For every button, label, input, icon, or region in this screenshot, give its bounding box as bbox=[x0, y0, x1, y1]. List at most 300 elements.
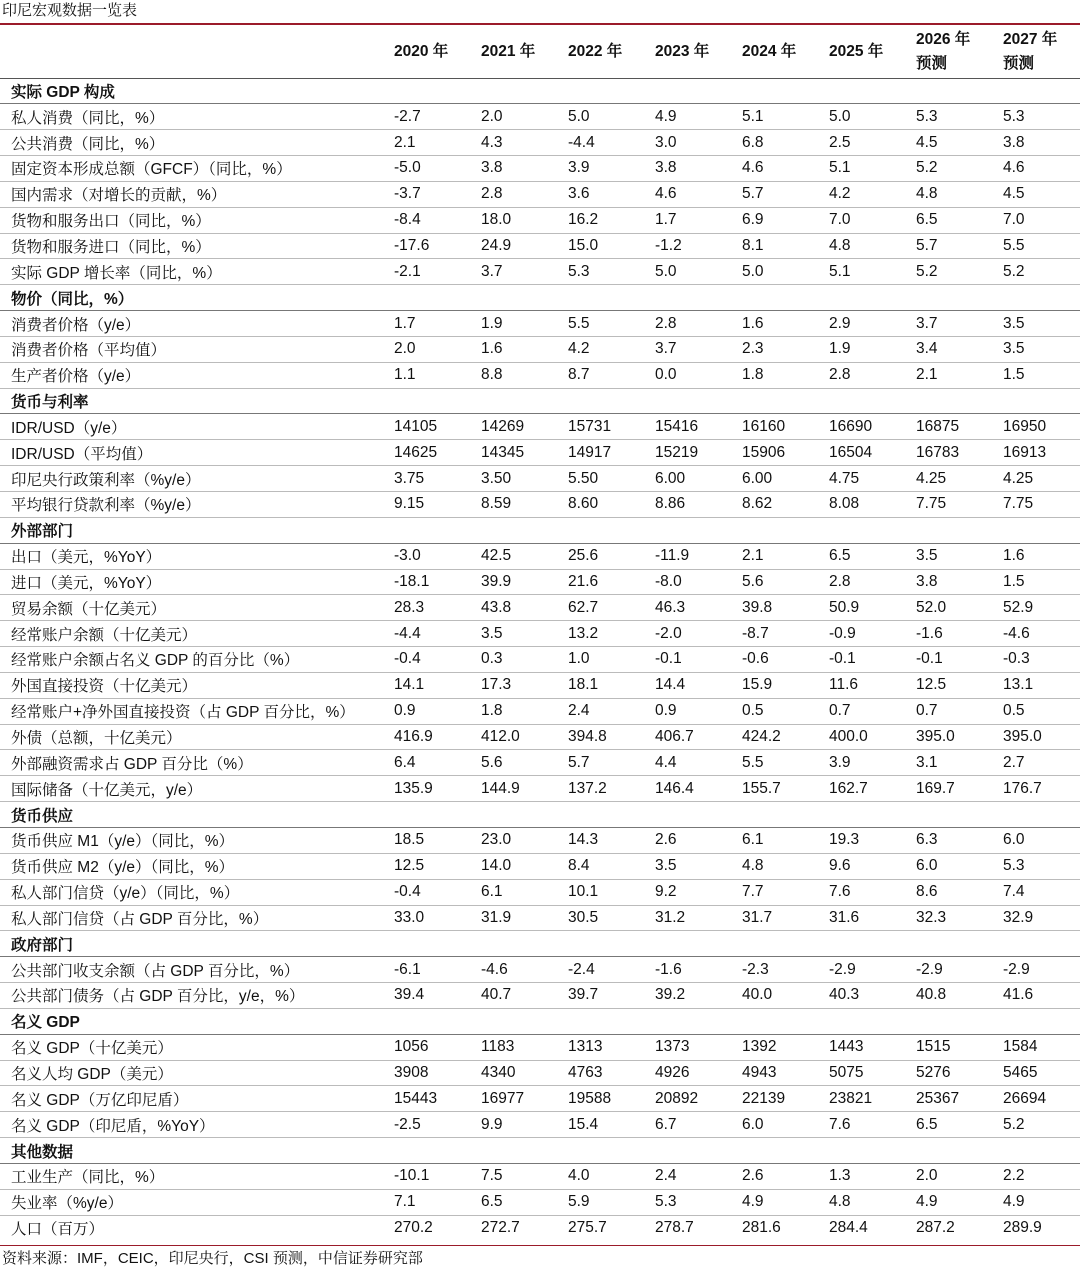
value-cell: 3.7 bbox=[916, 311, 1003, 337]
value-cell: 1.5 bbox=[1003, 569, 1080, 595]
value-cell: 14.3 bbox=[568, 827, 655, 853]
value-cell: 3.5 bbox=[1003, 336, 1080, 362]
value-cell: 1392 bbox=[742, 1034, 829, 1060]
value-cell: -4.6 bbox=[1003, 621, 1080, 647]
forecast-label: 预测 bbox=[1003, 55, 1035, 73]
value-cell: 2.8 bbox=[481, 181, 568, 207]
value-cell: 62.7 bbox=[568, 595, 655, 621]
section-title: 名义 GDP bbox=[0, 1008, 1080, 1034]
value-cell: 6.5 bbox=[916, 1112, 1003, 1138]
value-cell: 4.8 bbox=[742, 853, 829, 879]
table-row bbox=[0, 569, 1080, 595]
value-cell: 15.4 bbox=[568, 1112, 655, 1138]
value-cell: 46.3 bbox=[655, 595, 742, 621]
value-cell: 5.7 bbox=[568, 750, 655, 776]
value-cell: -2.9 bbox=[829, 957, 916, 983]
year-label: 2023 年 bbox=[655, 43, 710, 61]
value-cell: 1515 bbox=[916, 1034, 1003, 1060]
value-cell: 5.3 bbox=[916, 104, 1003, 130]
value-cell: 52.9 bbox=[1003, 595, 1080, 621]
value-cell: -6.1 bbox=[394, 957, 481, 983]
row-label: 外国直接投资（十亿美元） bbox=[0, 672, 394, 698]
value-cell: 1.6 bbox=[481, 336, 568, 362]
value-cell: 5.0 bbox=[742, 259, 829, 285]
value-cell: 1.6 bbox=[742, 311, 829, 337]
value-cell: 1183 bbox=[481, 1034, 568, 1060]
table-row bbox=[0, 647, 1080, 673]
value-cell: 5.0 bbox=[829, 104, 916, 130]
value-cell: 4.9 bbox=[655, 104, 742, 130]
row-label: 货币供应 M1（y/e）（同比，%） bbox=[0, 827, 394, 853]
value-cell: 1313 bbox=[568, 1034, 655, 1060]
value-cell: 5.7 bbox=[916, 233, 1003, 259]
section-title: 货币供应 bbox=[0, 802, 1080, 828]
value-cell: 6.5 bbox=[829, 543, 916, 569]
value-cell: -2.9 bbox=[916, 957, 1003, 983]
value-cell: 2.4 bbox=[568, 698, 655, 724]
value-cell: 284.4 bbox=[829, 1219, 868, 1237]
value-cell: 8.59 bbox=[481, 492, 568, 518]
value-cell: 169.7 bbox=[916, 776, 1003, 802]
row-label: 经常账户+净外国直接投资（占 GDP 百分比，%） bbox=[0, 698, 394, 724]
row-label: 公共部门收支余额（占 GDP 百分比，%） bbox=[0, 957, 394, 983]
bottom-rule bbox=[0, 1245, 1080, 1246]
value-cell: 3.5 bbox=[481, 621, 568, 647]
value-cell: 3.8 bbox=[481, 156, 568, 182]
table-row bbox=[0, 1163, 1080, 1189]
value-cell: 3.8 bbox=[916, 569, 1003, 595]
value-cell: 14345 bbox=[481, 440, 568, 466]
value-cell: 6.0 bbox=[742, 1112, 829, 1138]
year-label: 2025 年 bbox=[829, 43, 884, 61]
value-cell: 5.6 bbox=[481, 750, 568, 776]
value-cell: 6.1 bbox=[742, 827, 829, 853]
row-label: 经常账户余额占名义 GDP 的百分比（%） bbox=[0, 647, 394, 673]
row-label: 名义 GDP（万亿印尼盾） bbox=[0, 1086, 394, 1112]
value-cell: 4.8 bbox=[829, 1189, 916, 1215]
table-row bbox=[0, 414, 1080, 440]
value-cell: 24.9 bbox=[481, 233, 568, 259]
value-cell: 4.9 bbox=[742, 1189, 829, 1215]
value-cell: 39.9 bbox=[481, 569, 568, 595]
value-cell: 7.4 bbox=[1003, 879, 1080, 905]
value-cell: 1373 bbox=[655, 1034, 742, 1060]
value-cell: 16950 bbox=[1003, 414, 1080, 440]
value-cell: 6.4 bbox=[394, 750, 481, 776]
value-cell: 5.1 bbox=[829, 156, 916, 182]
value-cell: 10.1 bbox=[568, 879, 655, 905]
value-cell: 1584 bbox=[1003, 1034, 1080, 1060]
table-row bbox=[0, 827, 1080, 853]
row-label: 私人消费（同比，%） bbox=[0, 104, 394, 130]
value-cell: 5.2 bbox=[1003, 259, 1080, 285]
row-label: 实际 GDP 增长率（同比，%） bbox=[0, 259, 394, 285]
value-cell: 31.6 bbox=[829, 905, 916, 931]
value-cell: -2.3 bbox=[742, 957, 829, 983]
value-cell: 9.2 bbox=[655, 879, 742, 905]
value-cell: 4.9 bbox=[916, 1189, 1003, 1215]
value-cell: 16875 bbox=[916, 414, 1003, 440]
row-label: 工业生产（同比，%） bbox=[0, 1163, 394, 1189]
table-row bbox=[0, 1112, 1080, 1138]
value-cell: 4.4 bbox=[655, 750, 742, 776]
header-label-cell bbox=[0, 25, 394, 78]
section-title: 实际 GDP 构成 bbox=[0, 78, 1080, 104]
value-cell: 5.3 bbox=[655, 1189, 742, 1215]
value-cell: 26694 bbox=[1003, 1086, 1080, 1112]
value-cell: 13.2 bbox=[568, 621, 655, 647]
value-cell: 7.5 bbox=[481, 1163, 568, 1189]
value-cell: 2.1 bbox=[742, 543, 829, 569]
value-cell: 15219 bbox=[655, 440, 742, 466]
table-row bbox=[0, 724, 1080, 750]
value-cell: -2.1 bbox=[394, 259, 481, 285]
row-label: IDR/USD（y/e） bbox=[0, 414, 394, 440]
value-cell: 3908 bbox=[394, 1060, 481, 1086]
value-cell: 176.7 bbox=[1003, 776, 1080, 802]
value-cell: 395.0 bbox=[916, 724, 1003, 750]
value-cell: 13.1 bbox=[1003, 672, 1080, 698]
value-cell: 5.3 bbox=[1003, 104, 1080, 130]
value-cell: 5.6 bbox=[742, 569, 829, 595]
value-cell: 15416 bbox=[655, 414, 742, 440]
value-cell: -0.9 bbox=[829, 621, 916, 647]
value-cell: 8.60 bbox=[568, 492, 655, 518]
value-cell: 4.3 bbox=[481, 130, 568, 156]
table-title: 印尼宏观数据一览表 bbox=[2, 2, 138, 19]
value-cell: 6.5 bbox=[481, 1189, 568, 1215]
year-label: 2020 年 bbox=[394, 43, 449, 61]
value-cell: 3.9 bbox=[568, 156, 655, 182]
value-cell: 7.75 bbox=[1003, 492, 1080, 518]
value-cell: 1.3 bbox=[829, 1163, 916, 1189]
value-cell: 11.6 bbox=[829, 672, 916, 698]
value-cell: 4.75 bbox=[829, 466, 916, 492]
table-row bbox=[0, 207, 1080, 233]
value-cell: 0.5 bbox=[742, 698, 829, 724]
value-cell: 2.7 bbox=[1003, 750, 1080, 776]
table-row bbox=[0, 1189, 1080, 1215]
value-cell: 16504 bbox=[829, 440, 916, 466]
value-cell: -0.1 bbox=[655, 647, 742, 673]
row-label: 私人部门信贷（占 GDP 百分比，%） bbox=[0, 905, 394, 931]
value-cell: 22139 bbox=[742, 1086, 829, 1112]
value-cell: 3.75 bbox=[394, 466, 481, 492]
value-cell: 25367 bbox=[916, 1086, 1003, 1112]
value-cell: 9.6 bbox=[829, 853, 916, 879]
value-cell: 0.9 bbox=[655, 698, 742, 724]
value-cell: -0.4 bbox=[394, 879, 481, 905]
row-label: 私人部门信贷（y/e）（同比，%） bbox=[0, 879, 394, 905]
value-cell: 14.1 bbox=[394, 672, 481, 698]
value-cell: 3.6 bbox=[568, 181, 655, 207]
value-cell: -2.9 bbox=[1003, 957, 1080, 983]
value-cell: 15906 bbox=[742, 440, 829, 466]
value-cell: 5.0 bbox=[655, 259, 742, 285]
value-cell: -1.6 bbox=[655, 957, 742, 983]
year-label: 2022 年 bbox=[568, 43, 623, 61]
value-cell: 15.9 bbox=[742, 672, 829, 698]
value-cell: -4.6 bbox=[481, 957, 568, 983]
table-row bbox=[0, 595, 1080, 621]
value-cell: -8.7 bbox=[742, 621, 829, 647]
row-label: 国际储备（十亿美元，y/e） bbox=[0, 776, 394, 802]
value-cell: 8.7 bbox=[568, 362, 655, 388]
row-label: 生产者价格（y/e） bbox=[0, 362, 394, 388]
table-row bbox=[0, 466, 1080, 492]
value-cell: 4340 bbox=[481, 1060, 568, 1086]
value-cell: 272.7 bbox=[481, 1219, 520, 1237]
value-cell: 16783 bbox=[916, 440, 1003, 466]
source-note: 资料来源：IMF，CEIC，印尼央行，CSI 预测，中信证券研究部 bbox=[2, 1250, 423, 1267]
value-cell: 1.5 bbox=[1003, 362, 1080, 388]
row-label: 失业率（%y/e） bbox=[0, 1189, 394, 1215]
value-cell: 20892 bbox=[655, 1086, 742, 1112]
value-cell: 4943 bbox=[742, 1060, 829, 1086]
value-cell: -11.9 bbox=[655, 543, 742, 569]
value-cell: 275.7 bbox=[568, 1219, 607, 1237]
value-cell: 15731 bbox=[568, 414, 655, 440]
year-label: 2024 年 bbox=[742, 43, 797, 61]
year-header bbox=[742, 25, 829, 78]
value-cell: 1.9 bbox=[829, 336, 916, 362]
value-cell: 7.6 bbox=[829, 1112, 916, 1138]
value-cell: -4.4 bbox=[568, 130, 655, 156]
value-cell: 4.2 bbox=[568, 336, 655, 362]
value-cell: 5.2 bbox=[916, 259, 1003, 285]
value-cell: 6.00 bbox=[742, 466, 829, 492]
table-row bbox=[0, 156, 1080, 182]
value-cell: 6.5 bbox=[916, 207, 1003, 233]
year-header bbox=[568, 25, 655, 78]
table-row bbox=[0, 440, 1080, 466]
value-cell: 1056 bbox=[394, 1034, 481, 1060]
value-cell: 4.25 bbox=[916, 466, 1003, 492]
value-cell: 5.2 bbox=[916, 156, 1003, 182]
value-cell: 5075 bbox=[829, 1060, 916, 1086]
row-label: 货物和服务出口（同比，%） bbox=[0, 207, 394, 233]
value-cell: 0.7 bbox=[829, 698, 916, 724]
value-cell: 17.3 bbox=[481, 672, 568, 698]
table-row bbox=[0, 621, 1080, 647]
value-cell: 2.5 bbox=[829, 130, 916, 156]
value-cell: 270.2 bbox=[394, 1219, 433, 1237]
value-cell: 3.5 bbox=[1003, 311, 1080, 337]
value-cell: 2.8 bbox=[655, 311, 742, 337]
row-label: 名义 GDP（十亿美元） bbox=[0, 1034, 394, 1060]
value-cell: 2.9 bbox=[829, 311, 916, 337]
row-label: 固定资本形成总额（GFCF）（同比，%） bbox=[0, 156, 394, 182]
section-header-row bbox=[0, 517, 1080, 543]
row-label: 平均银行贷款利率（%y/e） bbox=[0, 492, 394, 518]
value-cell: 5276 bbox=[916, 1060, 1003, 1086]
table-row bbox=[0, 853, 1080, 879]
row-label: 货物和服务进口（同比，%） bbox=[0, 233, 394, 259]
value-cell: 8.08 bbox=[829, 492, 916, 518]
value-cell: 2.1 bbox=[394, 130, 481, 156]
row-label: 公共部门债务（占 GDP 百分比，y/e，%） bbox=[0, 983, 394, 1009]
value-cell: 6.3 bbox=[916, 827, 1003, 853]
value-cell: 424.2 bbox=[742, 724, 829, 750]
value-cell: 3.7 bbox=[481, 259, 568, 285]
section-header-row bbox=[0, 1008, 1080, 1034]
value-cell: 400.0 bbox=[829, 724, 916, 750]
row-label: 进口（美元，%YoY） bbox=[0, 569, 394, 595]
value-cell: 278.7 bbox=[655, 1219, 694, 1237]
value-cell: 8.1 bbox=[742, 233, 829, 259]
year-header bbox=[829, 25, 916, 78]
value-cell: 4.5 bbox=[1003, 181, 1080, 207]
value-cell: 135.9 bbox=[394, 776, 481, 802]
row-label: 外部融资需求占 GDP 百分比（%） bbox=[0, 750, 394, 776]
table-row bbox=[0, 543, 1080, 569]
value-cell: 39.7 bbox=[568, 983, 655, 1009]
value-cell: 412.0 bbox=[481, 724, 568, 750]
value-cell: 406.7 bbox=[655, 724, 742, 750]
value-cell: 6.1 bbox=[481, 879, 568, 905]
value-cell: 7.0 bbox=[1003, 207, 1080, 233]
value-cell: 50.9 bbox=[829, 595, 916, 621]
value-cell: 41.6 bbox=[1003, 983, 1080, 1009]
row-label: 国内需求（对增长的贡献，%） bbox=[0, 181, 394, 207]
table-row bbox=[0, 879, 1080, 905]
value-cell: 14625 bbox=[394, 440, 481, 466]
row-label: 外债（总额，十亿美元） bbox=[0, 724, 394, 750]
value-cell: 9.15 bbox=[394, 492, 481, 518]
table-row bbox=[0, 492, 1080, 518]
value-cell: 23821 bbox=[829, 1086, 916, 1112]
value-cell: 14917 bbox=[568, 440, 655, 466]
value-cell: 4.2 bbox=[829, 181, 916, 207]
value-cell: 19588 bbox=[568, 1086, 655, 1112]
row-label: 消费者价格（平均值） bbox=[0, 336, 394, 362]
value-cell: 15443 bbox=[394, 1086, 481, 1112]
value-cell: 4763 bbox=[568, 1060, 655, 1086]
value-cell: -2.4 bbox=[568, 957, 655, 983]
value-cell: 395.0 bbox=[1003, 724, 1080, 750]
value-cell: 16690 bbox=[829, 414, 916, 440]
value-cell: 6.0 bbox=[1003, 827, 1080, 853]
value-cell: 3.9 bbox=[829, 750, 916, 776]
value-cell: 1.6 bbox=[1003, 543, 1080, 569]
value-cell: 23.0 bbox=[481, 827, 568, 853]
section-header-row bbox=[0, 802, 1080, 828]
value-cell: 39.2 bbox=[655, 983, 742, 1009]
value-cell: 25.6 bbox=[568, 543, 655, 569]
row-label: 人口（百万） bbox=[11, 1221, 105, 1239]
table-row bbox=[0, 750, 1080, 776]
value-cell: 7.7 bbox=[742, 879, 829, 905]
value-cell: 7.0 bbox=[829, 207, 916, 233]
value-cell: 5.2 bbox=[1003, 1112, 1080, 1138]
value-cell: 33.0 bbox=[394, 905, 481, 931]
value-cell: -18.1 bbox=[394, 569, 481, 595]
value-cell: 31.9 bbox=[481, 905, 568, 931]
value-cell: -1.6 bbox=[916, 621, 1003, 647]
table-row bbox=[0, 672, 1080, 698]
section-title: 外部部门 bbox=[0, 517, 1080, 543]
value-cell: 3.1 bbox=[916, 750, 1003, 776]
value-cell: 16160 bbox=[742, 414, 829, 440]
row-label: 消费者价格（y/e） bbox=[0, 311, 394, 337]
value-cell: 1443 bbox=[829, 1034, 916, 1060]
value-cell: -0.6 bbox=[742, 647, 829, 673]
value-cell: 16977 bbox=[481, 1086, 568, 1112]
value-cell: 43.8 bbox=[481, 595, 568, 621]
table-row bbox=[0, 983, 1080, 1009]
table-row bbox=[0, 1060, 1080, 1086]
value-cell: 8.86 bbox=[655, 492, 742, 518]
value-cell: 2.0 bbox=[394, 336, 481, 362]
section-title: 其他数据 bbox=[0, 1138, 1080, 1164]
value-cell: 8.8 bbox=[481, 362, 568, 388]
value-cell: 1.0 bbox=[568, 647, 655, 673]
value-cell: 1.8 bbox=[742, 362, 829, 388]
year-header bbox=[916, 25, 1003, 78]
value-cell: 4.5 bbox=[916, 130, 1003, 156]
value-cell: 40.3 bbox=[829, 983, 916, 1009]
row-label: 出口（美元，%YoY） bbox=[0, 543, 394, 569]
year-label: 2027 年 bbox=[1003, 31, 1058, 49]
value-cell: 162.7 bbox=[829, 776, 916, 802]
value-cell: -2.7 bbox=[394, 104, 481, 130]
value-cell: -1.2 bbox=[655, 233, 742, 259]
value-cell: 2.6 bbox=[655, 827, 742, 853]
year-header bbox=[655, 25, 742, 78]
value-cell: 14.0 bbox=[481, 853, 568, 879]
value-cell: -3.0 bbox=[394, 543, 481, 569]
value-cell: 3.50 bbox=[481, 466, 568, 492]
value-cell: 31.7 bbox=[742, 905, 829, 931]
table-row bbox=[0, 130, 1080, 156]
section-header-row bbox=[0, 285, 1080, 311]
row-label: 贸易余额（十亿美元） bbox=[0, 595, 394, 621]
value-cell: 2.0 bbox=[916, 1163, 1003, 1189]
value-cell: -0.1 bbox=[829, 647, 916, 673]
value-cell: 1.9 bbox=[481, 311, 568, 337]
value-cell: 5.5 bbox=[568, 311, 655, 337]
value-cell: 287.2 bbox=[916, 1219, 955, 1237]
table-row bbox=[0, 957, 1080, 983]
value-cell: 18.1 bbox=[568, 672, 655, 698]
year-header bbox=[481, 25, 568, 78]
year-header bbox=[1003, 25, 1080, 78]
value-cell: 4.6 bbox=[655, 181, 742, 207]
value-cell: 144.9 bbox=[481, 776, 568, 802]
table-row bbox=[0, 362, 1080, 388]
row-label: 名义人均 GDP（美元） bbox=[0, 1060, 394, 1086]
value-cell: 9.9 bbox=[481, 1112, 568, 1138]
value-cell: 7.6 bbox=[829, 879, 916, 905]
value-cell: -5.0 bbox=[394, 156, 481, 182]
value-cell: 5.50 bbox=[568, 466, 655, 492]
value-cell: 0.7 bbox=[916, 698, 1003, 724]
value-cell: 5.5 bbox=[1003, 233, 1080, 259]
value-cell: 5.3 bbox=[1003, 853, 1080, 879]
value-cell: 40.7 bbox=[481, 983, 568, 1009]
value-cell: 146.4 bbox=[655, 776, 742, 802]
value-cell: 32.3 bbox=[916, 905, 1003, 931]
value-cell: 3.7 bbox=[655, 336, 742, 362]
section-header-row bbox=[0, 388, 1080, 414]
row-label: 货币供应 M2（y/e）（同比，%） bbox=[0, 853, 394, 879]
row-label: 经常账户余额（十亿美元） bbox=[0, 621, 394, 647]
section-title: 物价（同比，%） bbox=[0, 285, 1080, 311]
value-cell: -0.4 bbox=[394, 647, 481, 673]
value-cell: 6.0 bbox=[916, 853, 1003, 879]
value-cell: 2.1 bbox=[916, 362, 1003, 388]
table-row bbox=[0, 181, 1080, 207]
